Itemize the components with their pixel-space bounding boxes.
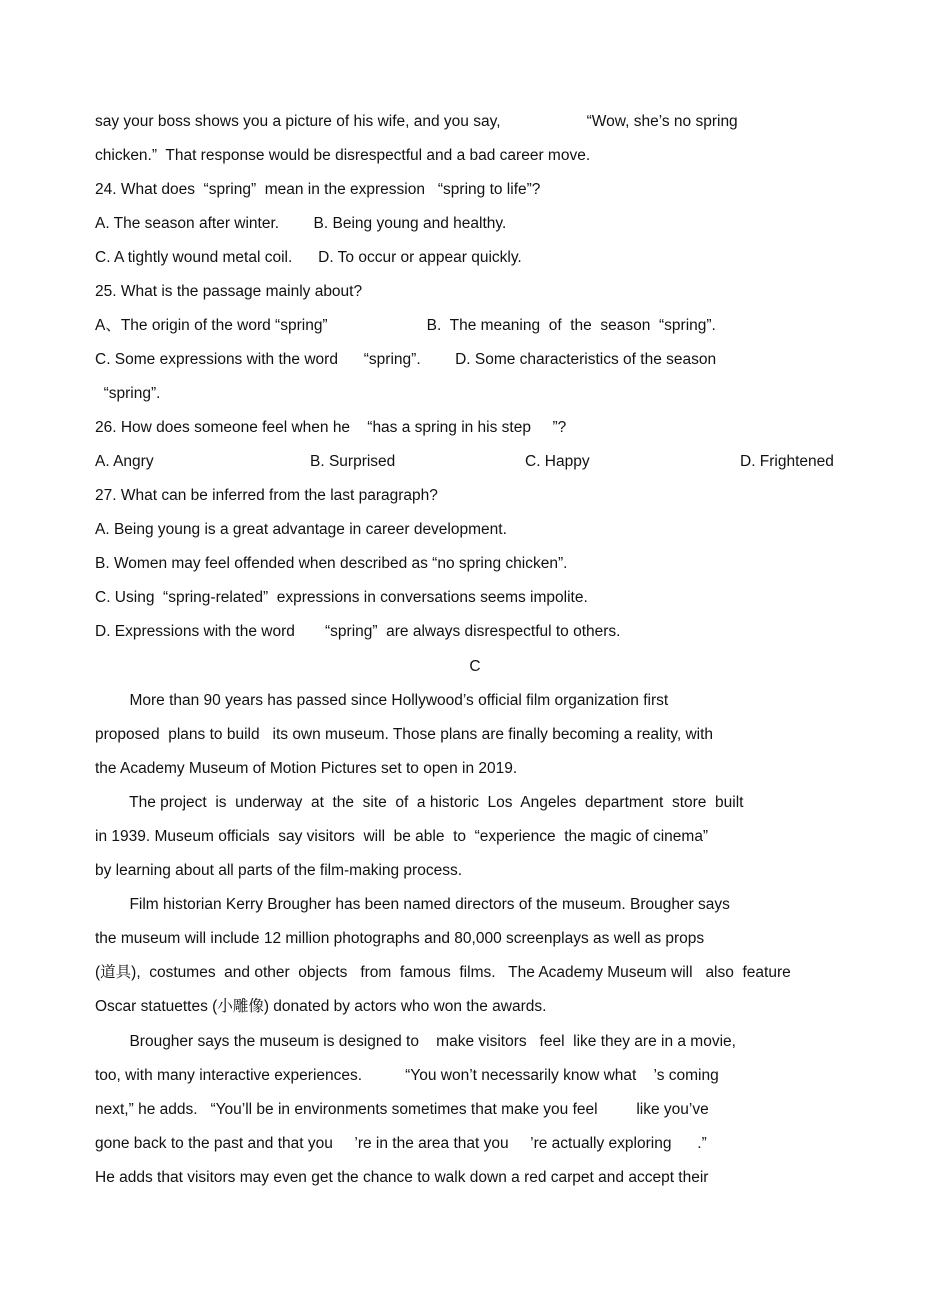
- passage-line: chicken.” That response would be disrespectful and a bad career move.: [95, 147, 591, 164]
- passage-c-line: More than 90 years has passed since Hollywood’s official film organization first: [95, 692, 669, 709]
- question-24: 24. What does “spring” mean in the expression “spring to life”?: [95, 181, 541, 198]
- q27-option-b: B. Women may feel offended when described as “no spring chicken”.: [95, 555, 568, 572]
- q24-options-cd: C. A tightly wound metal coil. D. To occur or appear quickly.: [95, 249, 522, 266]
- section-heading-c: C: [469, 658, 481, 675]
- passage-c-line: proposed plans to build its own museum. Those plans are finally becoming a reality, with: [95, 726, 714, 743]
- q26-option-a: A. Angry: [95, 453, 154, 470]
- q27-option-c: C. Using “spring-related” expressions in conversations seems impolite.: [95, 589, 588, 606]
- passage-c-line: by learning about all parts of the film-making process.: [95, 862, 463, 879]
- passage-c-line: the museum will include 12 million photographs and 80,000 screenplays as well as props: [95, 930, 705, 947]
- q27-option-d: D. Expressions with the word “spring” are always disrespectful to others.: [95, 623, 621, 640]
- question-27: 27. What can be inferred from the last paragraph?: [95, 487, 438, 504]
- q26-option-d: D. Frightened: [740, 453, 834, 470]
- q25-options-cd: C. Some expressions with the word “spring”. D. Some characteristics of the season: [95, 351, 717, 368]
- q26-option-b: B. Surprised: [310, 453, 396, 470]
- passage-c-line: in 1939. Museum officials say visitors will be able to “experience the magic of cinema”: [95, 828, 709, 845]
- passage-c-line: He adds that visitors may even get the chance to walk down a red carpet and accept their: [95, 1169, 709, 1186]
- question-26: 26. How does someone feel when he “has a spring in his step ”?: [95, 419, 567, 436]
- passage-c-line: Brougher says the museum is designed to make visitors feel like they are in a movie,: [95, 1033, 736, 1050]
- q24-options-ab: A. The season after winter. B. Being young and healthy.: [95, 215, 507, 232]
- q27-option-a: A. Being young is a great advantage in career development.: [95, 521, 507, 538]
- q25-options-ab: A、The origin of the word “spring” B. The meaning of the season “spring”.: [95, 317, 716, 334]
- q25-option-d-cont: “spring”.: [95, 385, 161, 402]
- q26-option-c: C. Happy: [525, 453, 590, 470]
- passage-c-line: too, with many interactive experiences. “You won’t necessarily know what ’s coming: [95, 1067, 719, 1084]
- passage-c-line: (道具), costumes and other objects from famous films. The Academy Museum will also feature: [95, 964, 791, 981]
- question-25: 25. What is the passage mainly about?: [95, 283, 363, 300]
- passage-c-line: gone back to the past and that you ’re in the area that you ’re actually exploring .”: [95, 1135, 707, 1152]
- passage-c-line: Oscar statuettes (小雕像) donated by actors who won the awards.: [95, 998, 547, 1015]
- passage-c-line: The project is underway at the site of a historic Los Angeles department store built: [95, 794, 744, 811]
- passage-c-line: the Academy Museum of Motion Pictures set to open in 2019.: [95, 760, 518, 777]
- passage-c-line: next,” he adds. “You’ll be in environments sometimes that make you feel like you’ve: [95, 1101, 709, 1118]
- passage-line: say your boss shows you a picture of his wife, and you say, “Wow, she’s no spring: [95, 113, 738, 130]
- passage-c-line: Film historian Kerry Brougher has been named directors of the museum. Brougher says: [95, 896, 730, 913]
